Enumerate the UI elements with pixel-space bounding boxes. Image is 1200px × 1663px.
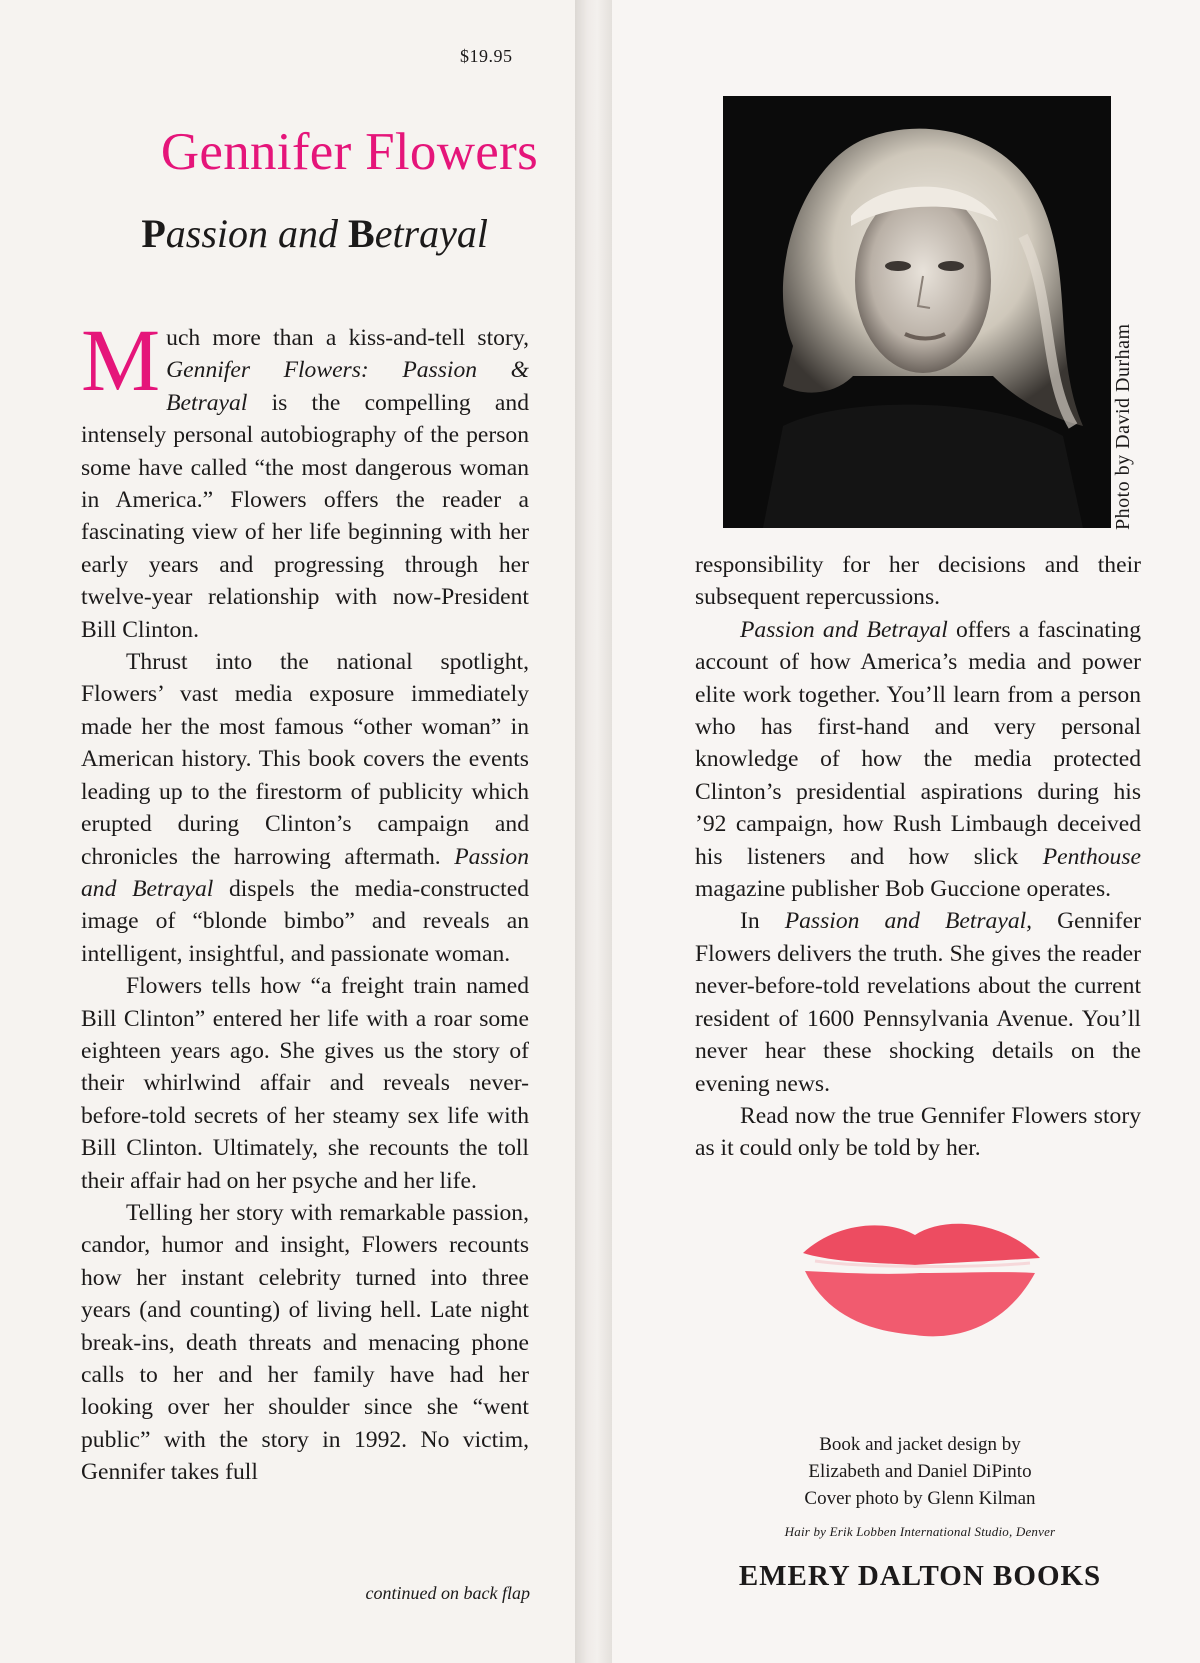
photo-credit: Photo by David Durham [1112, 323, 1134, 530]
portrait-image [723, 96, 1111, 528]
paragraph: Read now the true Gennifer Flowers story as it could only be told by her. [695, 1102, 1141, 1162]
continued-note: continued on back flap [365, 1583, 530, 1603]
book-title: Passion and Betrayal [141, 211, 488, 256]
author-name: Gennifer Flowers [160, 123, 538, 181]
flap-fold [575, 0, 612, 1663]
paragraph: Much more than a kiss-and-tell story, Gennifer Flowers: Passion & Betrayal is the compelling and intensely personal autobiography of the person some have called “the most dangerous woman in America.” Flowers offers the reader a fascinating view of her life beginning with her early years and progressing through her twelve-year relationship with now-President Bill Clinton. [81, 312, 529, 643]
credit-line: Elizabeth and Daniel DiPinto [808, 1461, 1032, 1482]
author-photo [723, 96, 1111, 528]
back-flap-text [695, 549, 1141, 1165]
hair-credit: Hair by Erik Lobben International Studio, Denver [784, 1524, 1056, 1539]
publisher-name: EMERY DALTON BOOKS [738, 1560, 1102, 1592]
drop-cap: M [81, 312, 161, 410]
lipstick-kiss-icon [795, 1213, 1045, 1343]
paragraph: responsibility for her decisions and their subsequent repercussions. [695, 552, 1141, 611]
paragraph: Passion and Betrayal offers a fascinating account of how America’s media and power elite work together. You’ll learn from a person who has first-hand and very personal knowledge of how the media protected Clinton’s presidential aspirations during his ’92 campaign, how Rush Limbaugh deceived his listeners and how slick Penthouse magazine publisher Bob Guccione operates. [695, 616, 1141, 903]
price: $19.95 [460, 46, 513, 66]
paragraph: Thrust into the national spotlight, Flowers’ vast media exposure immediately made her the most famous “other woman” in American history. This book covers the events leading up to the firestorm of publicity which erupted during Clinton’s campaign and chronicles the harrowing aftermath. Passion and Betrayal dispels the media-constructed image of “blonde bimbo” and reveals an intelligent, insightful, and passionate woman. [81, 649, 529, 967]
credit-line: Cover photo by Glenn Kilman [804, 1488, 1036, 1509]
paragraph: In Passion and Betrayal, Gennifer Flowers delivers the truth. She gives the reader never-before-told revelations about the current resident of 1600 Pennsylvania Avenue. You’ll never hear these shocking details on the evening news. [695, 908, 1141, 1097]
paragraph: Flowers tells how “a freight train named Bill Clinton” entered her life with a roar some eighteen years ago. She gives us the story of their whirlwind affair and reveals never-before-told secrets of her steamy sex life with Bill Clinton. Ultimately, she recounts the toll their affair had on her psyche and her life. [81, 973, 529, 1194]
paragraph: Telling her story with remarkable passion, candor, humor and insight, Flowers recounts how her instant celebrity turned into three years (and counting) of living hell. Late night break-ins, death threats and menacing phone calls to her and her family have had her looking over her shoulder since she “went public” with the story in 1992. No victim, Gennifer takes full [81, 1199, 529, 1486]
front-flap-text [81, 312, 529, 1489]
design-credits [720, 1431, 1120, 1512]
credit-line: Book and jacket design by [819, 1434, 1021, 1455]
